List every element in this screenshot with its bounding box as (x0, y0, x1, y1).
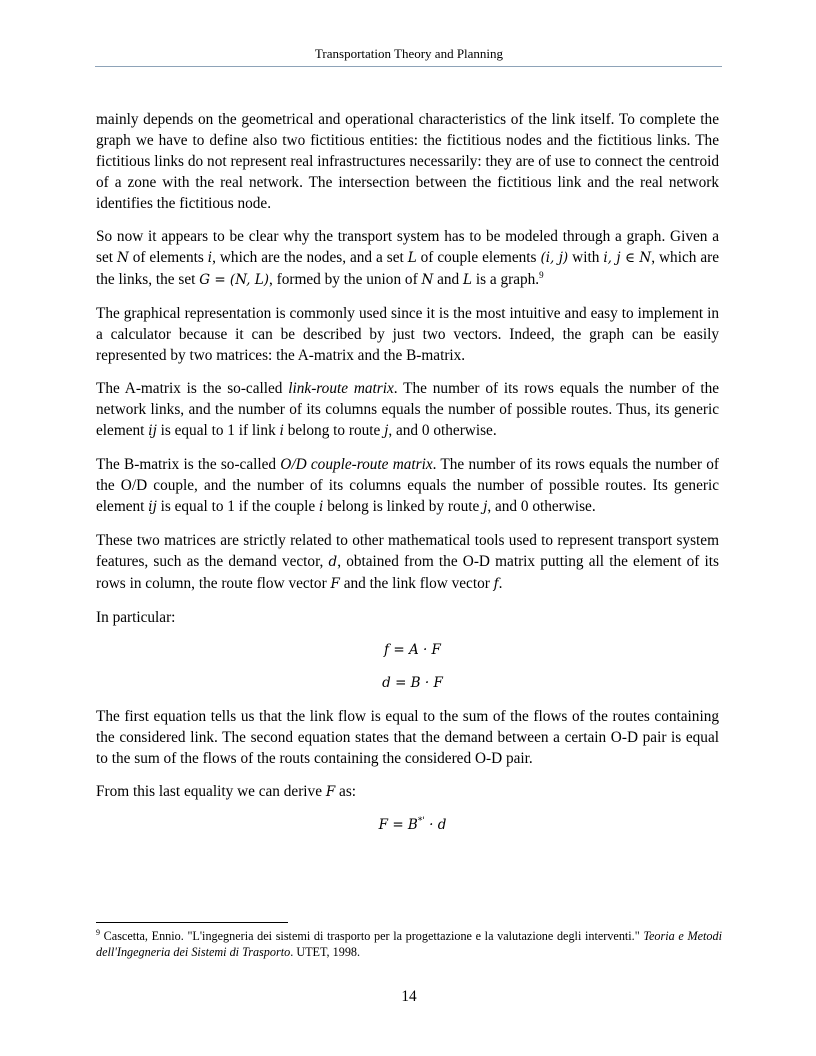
equation-link-flow: f = A · F (384, 642, 441, 658)
paragraph-equation-explanation: The first equation tells us that the link flow is equal to the sum of the flows of the routes containing the considered link. The second equation states that the demand between a certain O-D pair is equal to the sum of the flows of the routs containing the considered O-D pair. (96, 708, 719, 767)
math-i: i (279, 423, 284, 439)
equation-lhs: F = B (378, 817, 418, 833)
paragraph-derive (96, 781, 719, 803)
emphasis-term: O/D couple-route matrix (280, 456, 433, 473)
math-i: i (319, 499, 324, 515)
text-span: , which are the links, the set (96, 249, 720, 288)
paragraph-related-tools (96, 530, 719, 595)
math-j: j (384, 423, 389, 439)
text-span: is equal to 1 if link (156, 422, 280, 439)
math-ij: ij (148, 423, 157, 439)
math-set-n: N (116, 250, 129, 266)
text-span: as: (335, 783, 357, 800)
text-span: of couple elements (416, 249, 541, 266)
text-span: , which are the nodes, and a set (212, 249, 408, 266)
header-divider (95, 66, 722, 67)
footnote-text: Cascetta, Ennio. "L'ingegneria dei sistemi di trasporto per la progettazione e la valutazione degli interventi." (100, 929, 644, 943)
page-body (96, 109, 719, 848)
math-d: d (328, 554, 338, 570)
equation-rhs: · d (424, 817, 447, 833)
equation-superscript: *' (417, 816, 425, 827)
footnote-divider (96, 922, 288, 923)
math-j: j (483, 499, 488, 515)
math-f-lower: f (493, 576, 499, 592)
text-span: , formed by the union of (268, 271, 422, 288)
text-span: , obtained from the O-D matrix putting all the element of its rows in column, the route flow vector (96, 553, 719, 592)
math-f-upper: F (330, 576, 340, 592)
text-span: These two matrices are strictly related to other mathematical tools used to represent transport system features, such as the demand vector, (96, 532, 719, 570)
math-set-l: L (407, 250, 417, 266)
text-span: So now it appears to be clear why the transport system has to be modeled through a graph. Given a set (96, 228, 719, 266)
text-span: belong is linked by route (323, 498, 484, 515)
math-ij: ij (148, 499, 157, 515)
text-span: is equal to 1 if the couple (156, 498, 320, 515)
text-span: . (498, 575, 503, 592)
math-i: i (207, 250, 213, 266)
paragraph-fictitious-links: mainly depends on the geometrical and operational characteristics of the link itself. To complete the graph we have to define also two fictitious entities: the fictitious nodes and the fictitious links. The fictitious links do not represent real infrastructures necessarily: they are of use to connect the centroid of a zone with the real network. The intersection between the fictitious link and the real network identifies the fictitious node. (96, 111, 719, 212)
math-couple-ij: (i, j) (540, 250, 569, 266)
footnote-book-title: Teoria e Metodi dell'Ingegneria dei Sistemi di Trasporto (96, 929, 722, 959)
emphasis-term: link-route matrix (288, 380, 394, 397)
text-span: and (433, 271, 464, 288)
text-span: belong to route (283, 422, 385, 439)
text-span: From this last equality we can derive (96, 783, 326, 800)
math-set-l: L (463, 272, 473, 288)
text-span: . The number of its rows equals the number of the O/D couple, and the number of its columns equals the number of possible routes. Its generic element (96, 456, 719, 515)
text-span: is a graph. (472, 271, 540, 288)
page-number: 14 (401, 988, 417, 1005)
running-header: Transportation Theory and Planning (314, 46, 504, 61)
equation-route-flow (96, 815, 719, 836)
paragraph-a-matrix (96, 378, 719, 442)
text-span: . The number of its rows equals the number of the network links, and the number of its columns equals the number of possible routes. Thus, its generic element (96, 380, 720, 439)
footnote-tail: . UTET, 1998. (290, 945, 361, 959)
paragraph-graph-definition (96, 226, 719, 291)
text-span: of elements (128, 249, 208, 266)
text-span: The A-matrix is the so-called (96, 380, 289, 397)
text-span: with (568, 249, 604, 266)
footnote (96, 928, 722, 960)
paragraph-graphical-representation: The graphical representation is commonly used since it is the most intuitive and easy to implement in a calculator because it can be described by just two vectors. Indeed, the graph can be easily represented by two matrices: the A-matrix and the B-matrix. (96, 305, 719, 364)
text-span: , and 0 otherwise. (487, 498, 596, 515)
math-ij-in-n: i, j ∈ N (603, 250, 652, 266)
footnote-reference[interactable]: 9 (539, 269, 544, 280)
text-span: The B-matrix is the so-called (96, 456, 281, 473)
math-graph-g: G = (N, L) (199, 272, 269, 288)
math-f-upper: F (325, 784, 336, 800)
math-set-n: N (421, 272, 434, 288)
text-span: , and 0 otherwise. (388, 422, 497, 439)
paragraph-b-matrix (96, 454, 719, 518)
equation-demand: d = B · F (382, 675, 443, 691)
footnote-number: 9 (96, 927, 100, 937)
text-span: and the link flow vector (339, 575, 494, 592)
paragraph-in-particular: In particular: (96, 609, 176, 626)
